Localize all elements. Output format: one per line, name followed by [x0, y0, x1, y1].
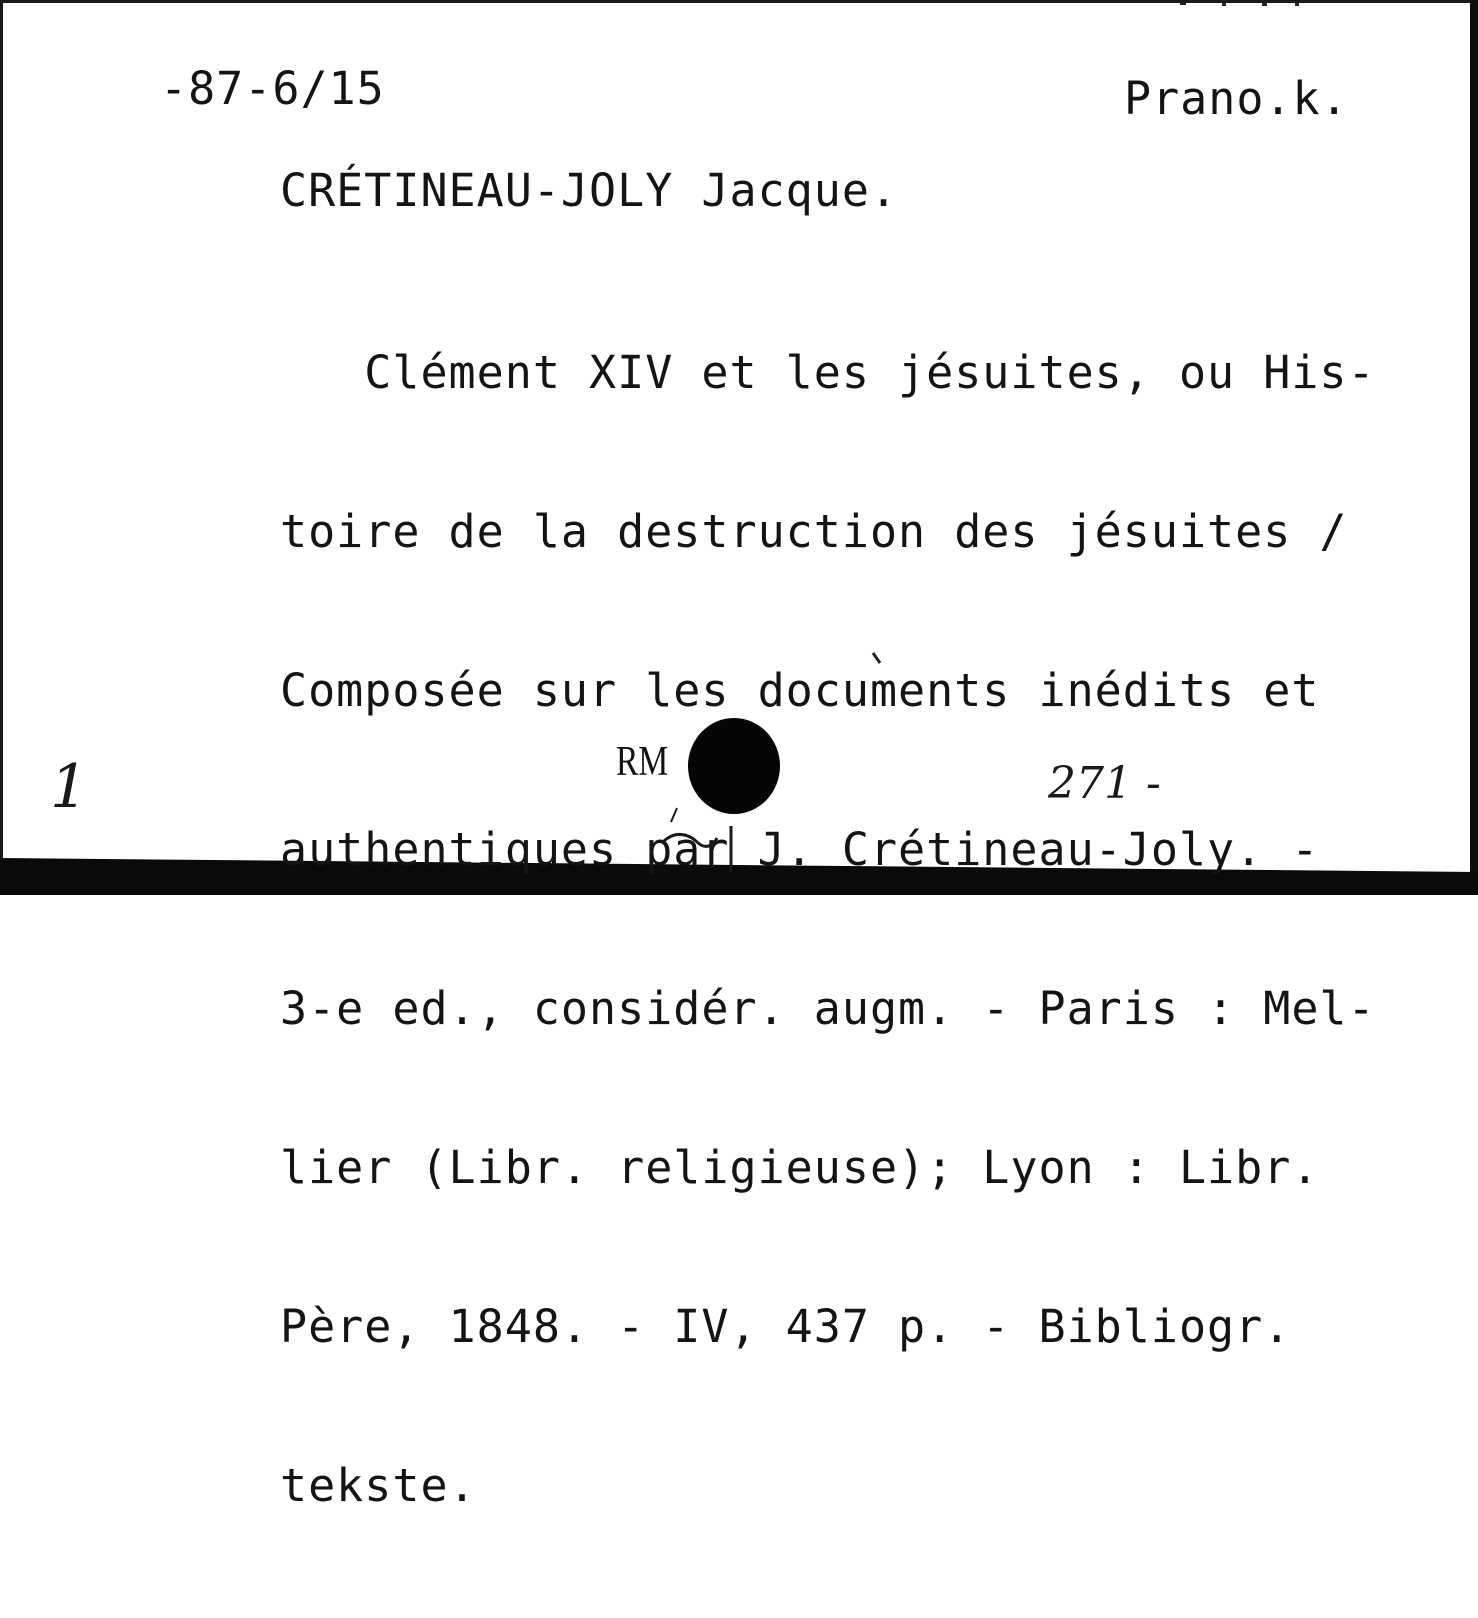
description-line: Père, 1848. - IV, 437 p. - Bibliogr.: [280, 1300, 1292, 1353]
stamp-label: RM: [616, 739, 669, 785]
description-line: authentiques par J. Crétineau-Joly. -: [280, 823, 1320, 876]
description-line: tekste.: [280, 1459, 477, 1512]
handwritten-mark: 1: [50, 752, 89, 822]
description-line: Composée sur les documents inédits et: [280, 664, 1320, 717]
handwritten-scribble: [655, 800, 745, 875]
bibliographic-description: [280, 240, 1376, 1618]
handwritten-number: 271 -: [1048, 758, 1161, 809]
description-line: toire de la destruction des jésuites /: [280, 505, 1348, 558]
author-heading: CRÉTINEAU-JOLY Jacque.: [280, 164, 899, 217]
location-code: Prano.k.: [1124, 72, 1349, 125]
description-line: lier (Libr. religieuse); Lyon : Libr.: [280, 1141, 1320, 1194]
call-number: -87-6/15: [160, 62, 385, 115]
description-line: 3-e ed., considér. augm. - Paris : Mel-: [280, 982, 1376, 1035]
description-line: Clément XIV et les jésuites, ou His-: [280, 346, 1376, 399]
